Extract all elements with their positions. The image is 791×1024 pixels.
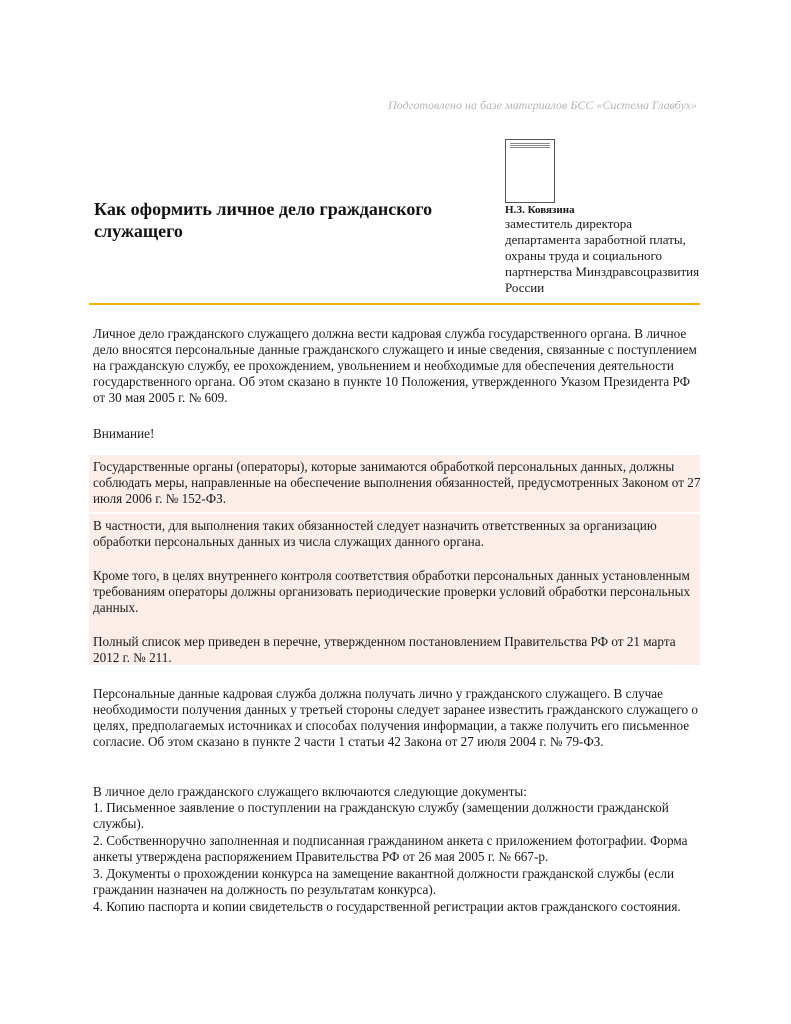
- callout-paragraph-3: Кроме того, в целях внутреннего контроля соответствия обработки персональных данных установленным требованиям операторы должны организовать периодические проверки условий обработки персональных данных.: [93, 568, 691, 615]
- document-item-1: 1. Письменное заявление о поступлении на гражданскую службу (замещении должности гражданской службы).: [93, 800, 669, 831]
- intro-paragraph: Личное дело гражданского служащего должна вести кадровая служба государственного органа. В личное дело вносятся персональные данные гражданского служащего и иные сведения, связанные с поступлением на гражданскую службу, ее прохождением, увольнением и необходимые для обеспечения деятельности государственного органа. Об этом сказано в пункте 10 Положения, утвержденного Указом Президента РФ от 30 мая 2005 г. № 609.: [93, 326, 697, 405]
- source-note: Подготовлено на базе материалов БСС «Система Главбух»: [388, 98, 697, 112]
- header-divider: [89, 303, 700, 305]
- document-item-4: 4. Копию паспорта и копии свидетельств о государственной регистрации актов гражданского состояния.: [93, 899, 681, 914]
- callout-paragraph-4: Полный список мер приведен в перечне, утвержденном постановлением Правительства РФ от 21 марта 2012 г. № 211.: [93, 634, 676, 665]
- personal-data-paragraph: Персональные данные кадровая служба должна получать лично у гражданского служащего. В случае необходимости получения данных у третьей стороны следует заранее известить гражданского служащего о целях, предполагаемых источниках и способах получения информации, а также получить его письменное согласие. Об этом сказано в пункте 2 части 1 статьи 42 Закона от 27 июля 2004 г. № 79-ФЗ.: [93, 686, 698, 749]
- document-item-3: 3. Документы о прохождении конкурса на замещение вакантной должности гражданской службы (если гражданин назначен на должность по результатам конкурса).: [93, 866, 675, 897]
- author-photo: [505, 139, 555, 203]
- author-name: Н.З. Ковязина: [505, 204, 575, 216]
- article-title: Как оформить личное дело гражданского служащего: [94, 199, 433, 241]
- author-block: [505, 204, 705, 296]
- documents-intro: В личное дело гражданского служащего включаются следующие документы:: [93, 784, 527, 799]
- attention-label: Внимание!: [93, 426, 155, 441]
- author-position: заместитель директора департамента заработной платы, охраны труда и социального партнерства Минздравсоцразвития России: [505, 216, 700, 295]
- callout-paragraph-2: В частности, для выполнения таких обязанностей следует назначить ответственных за организацию обработки персональных данных из числа служащих данного органа.: [93, 518, 657, 549]
- callout-paragraph-1: Государственные органы (операторы), которые занимаются обработкой персональных данных, должны соблюдать меры, направленные на обеспечение выполнения обязанностей, предусмотренных Законом от 27 июля 2006 г. № 152-ФЗ.: [93, 459, 701, 506]
- photo-caption-lines: [510, 143, 550, 148]
- document-item-2: 2. Собственноручно заполненная и подписанная гражданином анкета с приложением фотографии. Форма анкеты утверждена распоряжением Правительства РФ от 26 мая 2005 г. № 667-р.: [93, 833, 688, 864]
